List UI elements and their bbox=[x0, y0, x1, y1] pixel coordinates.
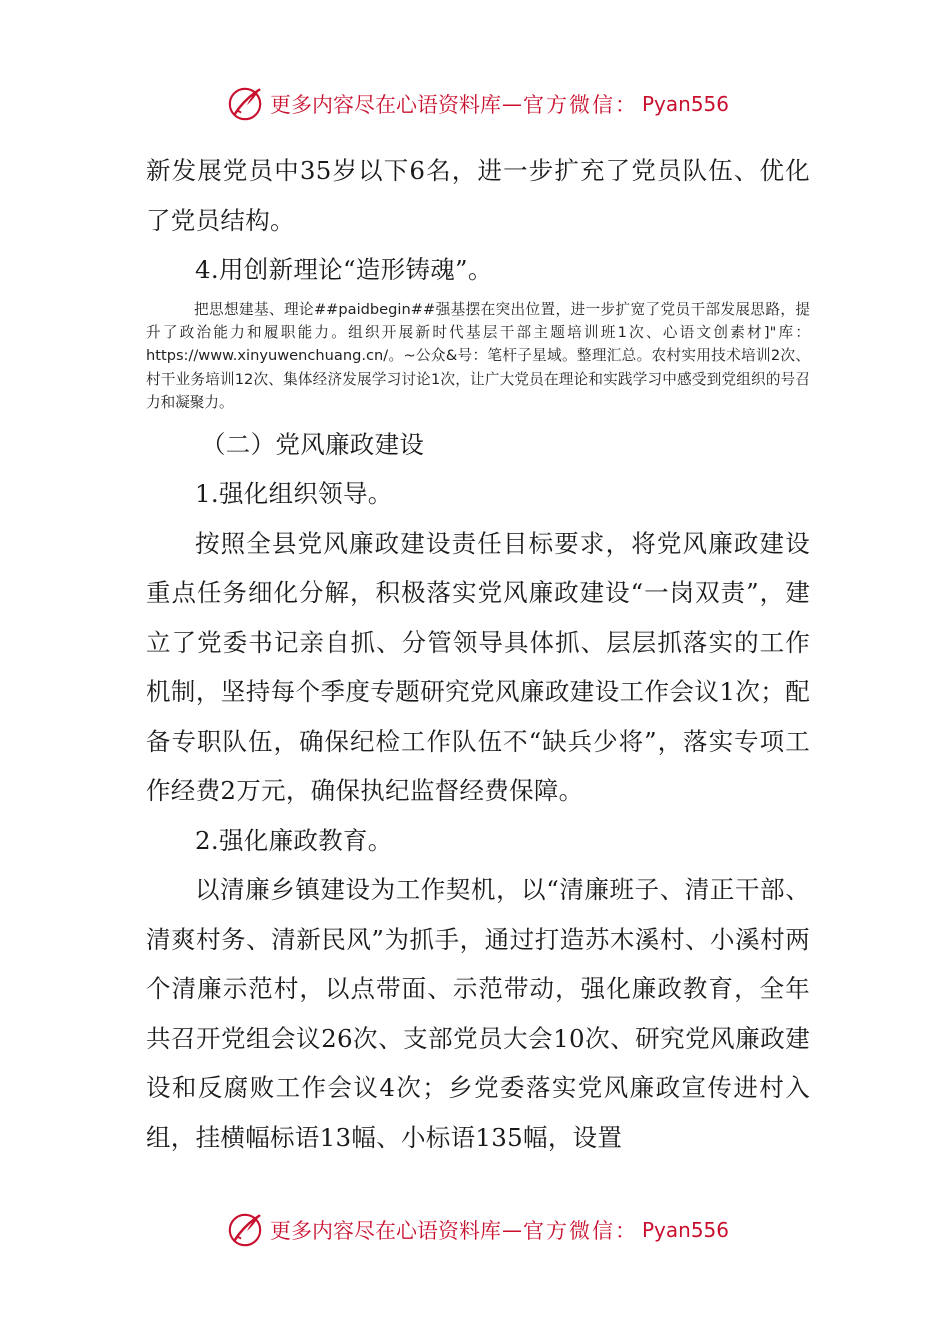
document-body bbox=[146, 146, 810, 1162]
item4-title: 4.用创新理论“造形铸魂”。 bbox=[195, 255, 493, 284]
banner-site-text: 更多内容尽在心语资料库 bbox=[270, 1219, 501, 1243]
banner-dash: — bbox=[502, 92, 522, 116]
quill-logo-icon bbox=[226, 1211, 264, 1249]
item1-text: 按照全县党风廉政建设责任目标要求，将党风廉政建设重点任务细化分解，积极落实党风廉政建设“一岗双责”，建立了党委书记亲自抓、分管领导具体抓、层层抓落实的工作机制，坚持每个季度专题研究党风廉政建设工作会议1次；配备专职队伍，确保纪检工作队伍不“缺兵少将”，落实专项工作经费2万元，确保执纪监督经费保障。 bbox=[146, 528, 810, 806]
banner-wechat-id: Pyan556 bbox=[642, 92, 730, 116]
item4-text: 把思想建基、理论##paidbegin##强基摆在突出位置，进一步扩宽了党员干部发展思路，提升了政治能力和履职能力。组织开展新时代基层干部主题培训班1次、心语文创素材]"库：https://www.xinyuwenchuang.cn/。~公众&号：笔杆子星域。整理汇总。农村实用技术培训2次、村干业务培训12次、集体经济发展学习讨论1次，让广大党员在理论和实践学习中感受到党组织的号召力和凝聚力。 bbox=[146, 300, 810, 412]
quill-logo-icon bbox=[226, 85, 264, 123]
banner-wechat-label: 官方微信： bbox=[523, 93, 638, 117]
watermark-banner-top bbox=[226, 82, 729, 126]
item1-title: 1.强化组织领导。 bbox=[195, 479, 393, 509]
watermark-banner-bottom bbox=[226, 1208, 729, 1252]
item2-title: 2.强化廉政教育。 bbox=[195, 825, 393, 855]
paragraph-continued: 新发展党员中35岁以下6名，进一步扩充了党员队伍、优化了党员结构。 bbox=[146, 156, 810, 235]
item2-text: 以清廉乡镇建设为工作契机，以“清廉班子、清正干部、清爽村务、清新民风”为抓手，通过打造苏木溪村、小溪村两个清廉示范村，以点带面、示范带动，强化廉政教育，全年共召开党组会议26次、支部党员大会10次、研究党风廉政建设和反腐败工作会议4次；乡党委落实党风廉政宣传进村入组，挂横幅标语13幅、小标语135幅，设置 bbox=[146, 875, 810, 1152]
banner-site-text: 更多内容尽在心语资料库 bbox=[270, 93, 501, 117]
banner-dash: — bbox=[502, 1218, 522, 1242]
section2-heading: （二）党风廉政建设 bbox=[201, 429, 425, 459]
banner-wechat-label: 官方微信： bbox=[523, 1219, 638, 1243]
banner-wechat-id: Pyan556 bbox=[642, 1218, 730, 1242]
